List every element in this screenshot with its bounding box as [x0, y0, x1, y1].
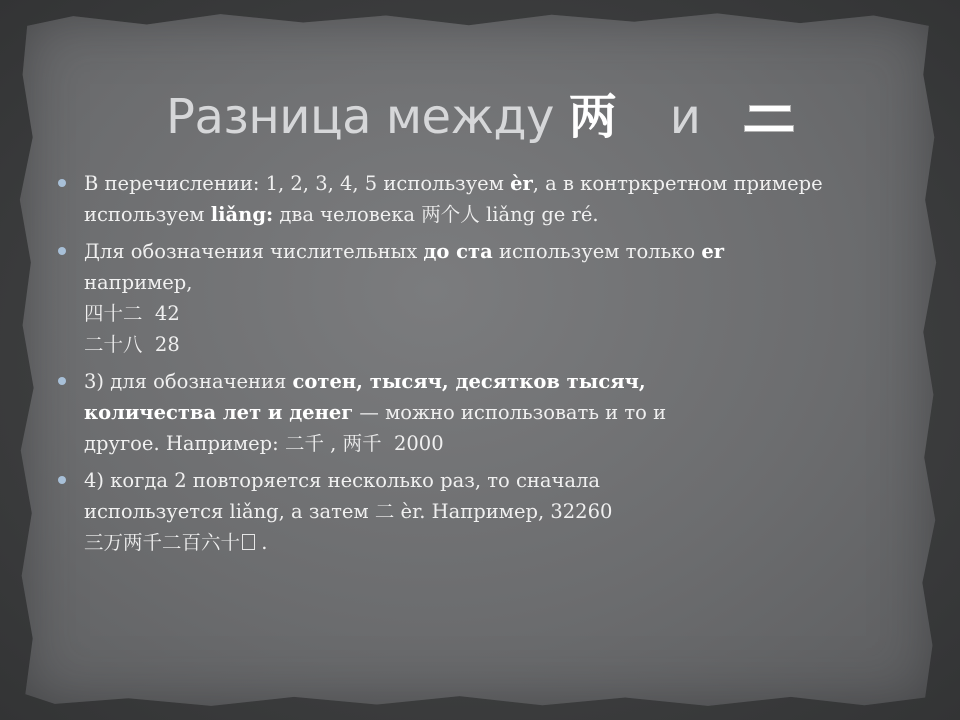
- missing-glyph-box: [242, 534, 255, 550]
- item-bold: liǎng:: [210, 203, 274, 226]
- item-bold: до ста: [423, 240, 493, 263]
- list-item: [58, 366, 898, 459]
- item-bold: er: [701, 240, 724, 263]
- item-text: ,: [323, 432, 343, 455]
- list-item: [58, 236, 898, 360]
- item-text: .: [255, 531, 268, 554]
- example-number: 2000: [393, 432, 444, 455]
- example-hanzi: 四十二: [84, 302, 143, 325]
- title-glyph-liang: 两: [568, 89, 617, 145]
- example-number: 28: [154, 333, 180, 356]
- item-text: другое. Например:: [84, 432, 285, 455]
- list-item: [58, 168, 898, 230]
- item-text: Для обозначения числительных: [84, 240, 424, 263]
- page-title: [0, 78, 960, 147]
- item-text: например,: [84, 271, 193, 294]
- item-bold: сотен, тысяч, десятков тысяч,: [292, 370, 646, 393]
- title-conjunction: и: [669, 89, 701, 145]
- item-bold: èr: [510, 172, 533, 195]
- item-text: — можно использовать и то и: [353, 401, 667, 424]
- item-text: 3) для обозначения: [84, 370, 293, 393]
- title-glyph-er: [744, 97, 794, 137]
- bullet-icon: [58, 377, 66, 385]
- example-hanzi: 二十八: [84, 333, 143, 356]
- item-text: 4) когда 2 повторяется несколько раз, то сначала: [84, 469, 601, 492]
- item-text: liǎng ge ré.: [479, 203, 599, 226]
- item-bold: количества лет и денег: [84, 401, 354, 424]
- item-text: В перечислении: 1, 2, 3, 4, 5 используем: [84, 172, 511, 195]
- item-text: , а в контркретном примере используем: [84, 172, 823, 226]
- example-number: 42: [154, 302, 180, 325]
- list-item: [58, 465, 898, 558]
- example-hanzi: 二千: [284, 432, 324, 455]
- item-text: используем только: [492, 240, 702, 263]
- example-hanzi: 三万两千二百六十: [84, 531, 241, 554]
- item-text: два человека: [273, 203, 422, 226]
- example-hanzi: 两千: [342, 432, 382, 455]
- item-hanzi: 两个人: [421, 203, 480, 226]
- item-text: используется liǎng, а затем: [84, 500, 375, 523]
- bullet-list: [58, 168, 898, 564]
- bullet-icon: [58, 247, 66, 255]
- bullet-icon: [58, 476, 66, 484]
- item-hanzi: 二: [374, 500, 395, 523]
- item-text: èr. Например, 32260: [394, 500, 613, 523]
- title-text: Разница между: [166, 89, 554, 145]
- bullet-icon: [58, 179, 66, 187]
